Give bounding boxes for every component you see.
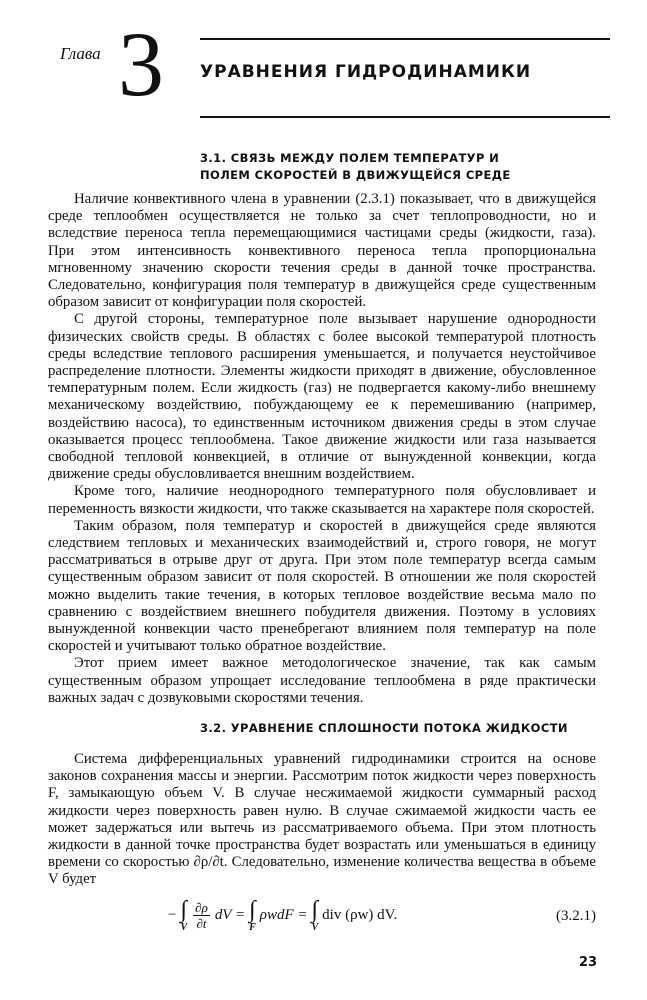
integral-sign: ∫ [249,897,256,923]
formula-term: dV = [214,907,246,923]
paragraph: Таким образом, поля температур и скоростей в движущейся среде являются следствием тепловых и механических взаимодействий и, строго говоря, не могут рассматриваться в отрыве друг от друга. При этом поле температур всегда самым существенным образом зависит от поля скоростей. В отношении же поля скоростей можно выделить такие течения, в которых тепловое воздействие весьма мало по сравнению с воздействием внешнего побудителя движения. Поэтому в условиях вынужденной конвекции часто пренебрегают влиянием поля температур на поле скоростей и учитывают только обратное воздействие. [48,517,596,655]
section-3-1-body [48,191,596,707]
fraction-numerator: ∂ρ [195,900,208,915]
section-3-2-body [48,751,596,889]
paragraph: Этот прием имеет важное методологическое значение, так как самым существенным образом упрощает исследование теплообмена в ряде практически важных задач с дозвуковыми скоростями течения. [48,655,596,706]
integral-subscript: V [311,922,319,933]
volume-integral [180,898,187,933]
integral-sign: ∫ [180,897,188,923]
section-heading-line: 3.1. СВЯЗЬ МЕЖДУ ПОЛЕМ ТЕМПЕРАТУР И [200,151,500,165]
chapter-label: Глава [60,44,101,63]
section-3-2-heading: 3.2. УРАВНЕНИЕ СПЛОШНОСТИ ПОТОКА ЖИДКОСТИ [200,721,568,735]
fraction-denominator: ∂t [196,916,207,931]
formula-minus: − [168,907,177,923]
chapter-top-rule [200,38,610,40]
chapter-title: УРАВНЕНИЯ ГИДРОДИНАМИКИ [200,62,532,82]
integral-sign: ∫ [311,897,319,923]
paragraph: Наличие конвективного члена в уравнении (2.3.1) показывает, что в движущейся среде теплообмен осуществляется не только за счет теплопроводности, но и вследствие переноса тепла перемещающимися частицами среды (жидкости, газа). При этом интенсивность конвективного переноса тепла пропорциональна мгновенному значению скорости течения среды в данной точке пространства. Следовательно, конфигурация поля температур в движущейся среде существенным образом зависит от конфигурации поля скоростей. [48,191,596,311]
integral-subscript: F [249,922,256,933]
chapter-number: 3 [118,13,164,115]
equation-number: (3.2.1) [556,908,596,924]
partial-derivative [193,901,210,930]
surface-integral [249,898,256,933]
page-number: 23 [579,955,598,970]
formula-term: ρwdF = [259,907,308,923]
paragraph: Кроме того, наличие неоднородного температурного поля обусловливает и переменность вязкости жидкости, что также сказывается на характере поля скоростей. [48,483,596,517]
section-heading-line: ПОЛЕМ СКОРОСТЕЙ В ДВИЖУЩЕЙСЯ СРЕДЕ [200,168,511,182]
section-3-1-heading [200,150,511,184]
volume-integral [312,898,319,933]
integral-subscript: V [180,922,188,933]
chapter-bottom-rule [200,116,610,118]
equation-3-2-1 [168,898,397,933]
paragraph: С другой стороны, температурное поле вызывает нарушение однородности физических свойств среды. В областях с более высокой температурой плотность среды вследствие теплового расширения уменьшается, и получается неустойчивое распределение плотности. Элементы жидкости приходят в движение, обусловленное температурным полем. Если жидкость (газ) не подвергается какому-либо внешнему механическому воздействию, побуждающему ее к перемешиванию (например, воздействию насоса), то единственным источником движения среды в этом случае оказывается процесс теплообмена. Такое движение жидкости или газа называется свободной тепловой конвекцией, в отличие от вынужденной конвекции, когда движение среды обусловливается внешним воздействием. [48,311,596,483]
paragraph: Система дифференциальных уравнений гидродинамики строится на основе законов сохранения массы и энергии. Рассмотрим поток жидкости через поверхность F, замыкающую объем V. В случае несжимаемой жидкости суммарный расход жидкости через поверхность равен нулю. В случае сжимаемой жидкости часть ее может задержаться или вытечь из рассматриваемого объема. При этом плотность жидкости в данной точке пространства будет возрастать или уменьшаться в единицу времени со скоростью ∂ρ/∂t. Следовательно, изменение количества вещества в объеме V будет [48,751,596,888]
formula-term: div (ρw) dV. [322,907,398,923]
